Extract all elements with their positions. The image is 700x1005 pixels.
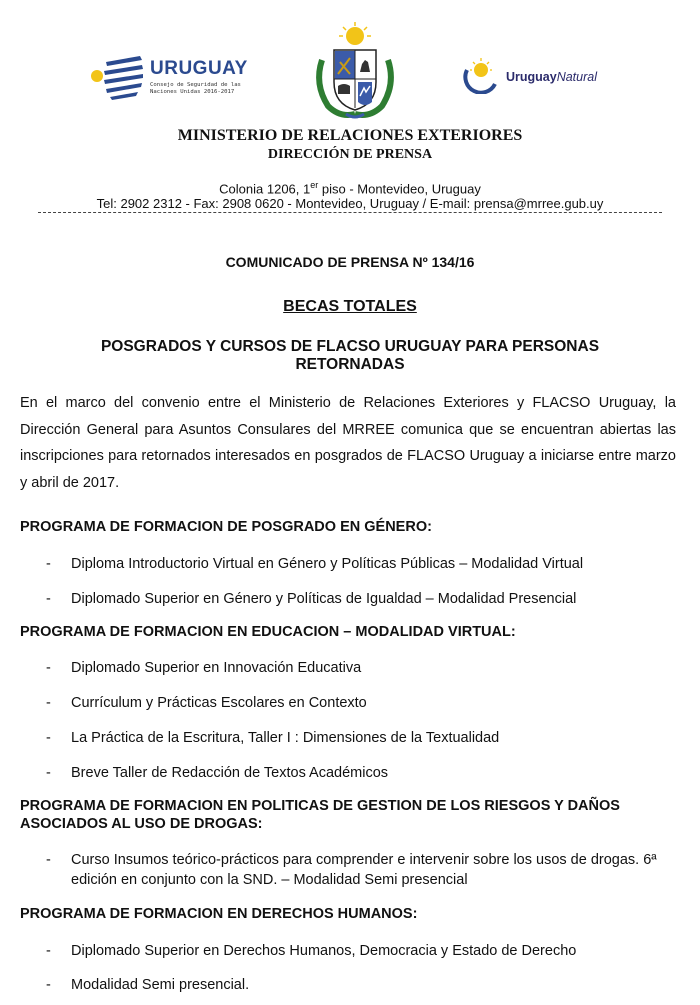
contact-line: Tel: 2902 2312 - Fax: 2908 0620 - Montevideo, Uruguay / E-mail: prensa@mrree.gub.uy [96, 196, 604, 211]
logo-left-subtitle: Consejo de Seguridad de las Naciones Unidas 2016-2017 [150, 82, 241, 95]
bullet-dash: - [46, 943, 51, 959]
list-item-text: Currículum y Prácticas Escolares en Contexto [71, 695, 367, 711]
bullet-dash: - [46, 730, 51, 746]
list-item-text: Diplomado Superior en Derechos Humanos, Democracia y Estado de Derecho [71, 943, 577, 959]
list-item-text: La Práctica de la Escritura, Taller I : Dimensiones de la Textualidad [71, 730, 500, 746]
bullet-dash: - [46, 695, 51, 711]
header-logos [0, 0, 700, 125]
logo-left-word: URUGUAY [150, 58, 248, 79]
bullet-dash: - [46, 852, 51, 868]
logo-right-word-a: Uruguay [506, 70, 557, 84]
address-part-b: piso - Montevideo, Uruguay [318, 181, 481, 197]
dashed-divider [38, 212, 662, 213]
ministry-title: MINISTERIO DE RELACIONES EXTERIORES [177, 127, 523, 144]
section-heading-derechos-humanos: PROGRAMA DE FORMACION EN DERECHOS HUMANOS: [20, 906, 418, 922]
bullet-dash: - [46, 660, 51, 676]
list-item-text: Diplomado Superior en Innovación Educativa [71, 660, 362, 676]
direccion-title: DIRECCIÓN DE PRENSA [267, 147, 433, 162]
section-heading-educacion: PROGRAMA DE FORMACION EN EDUCACION – MODALIDAD VIRTUAL: [20, 624, 516, 640]
logo-right-word-b: Natural [556, 70, 597, 84]
address-part-a: Colonia 1206, 1 [219, 181, 311, 197]
list-item-text: Diplomado Superior en Género y Políticas de Igualdad – Modalidad Presencial [71, 591, 577, 607]
uruguay-natural-sun-icon [462, 56, 500, 94]
address-sup: er [310, 180, 319, 190]
list-item-text: Diploma Introductorio Virtual en Género y Políticas Públicas – Modalidad Virtual [71, 556, 584, 572]
intro-paragraph: En el marco del convenio entre el Ministerio de Relaciones Exteriores y FLACSO Uruguay, la Dirección General para Asuntos Consulares del MRREE comunica que se encuentran abiertas las inscripciones para retornados interesados en posgrados de FLACSO Uruguay a iniciarse entre marzo y abril de 2017. [20, 395, 676, 491]
address-line [0, 180, 700, 196]
logo-right-word [506, 70, 597, 84]
section-heading-drogas: PROGRAMA DE FORMACION EN POLITICAS DE GESTION DE LOS RIESGOS Y DAÑOS ASOCIADOS AL USO DE DROGAS: [20, 798, 620, 832]
page-title: BECAS TOTALES [283, 298, 417, 315]
page-subtitle: POSGRADOS Y CURSOS DE FLACSO URUGUAY PARA PERSONAS RETORNADAS [100, 338, 600, 373]
uruguay-security-council-logo [88, 52, 248, 104]
section-heading-genero: PROGRAMA DE FORMACION DE POSGRADO EN GÉNERO: [20, 519, 432, 535]
list-item-text: Breve Taller de Redacción de Textos Académicos [71, 765, 389, 781]
list-item-text: Curso Insumos teórico-prácticos para comprender e intervenir sobre los usos de drogas. 6ª edición en conjunto con la SND. – Modalidad Semi presencial [71, 852, 657, 888]
bullet-dash: - [46, 765, 51, 781]
bullet-dash: - [46, 977, 51, 993]
uruguay-stripes-sun-icon [88, 54, 144, 100]
list-item-text: Modalidad Semi presencial. [71, 977, 250, 993]
coat-of-arms-icon [310, 22, 400, 122]
bullet-dash: - [46, 556, 51, 572]
press-release-number: COMUNICADO DE PRENSA Nº 134/16 [225, 254, 475, 270]
uruguay-natural-logo [462, 56, 622, 96]
bullet-dash: - [46, 591, 51, 607]
